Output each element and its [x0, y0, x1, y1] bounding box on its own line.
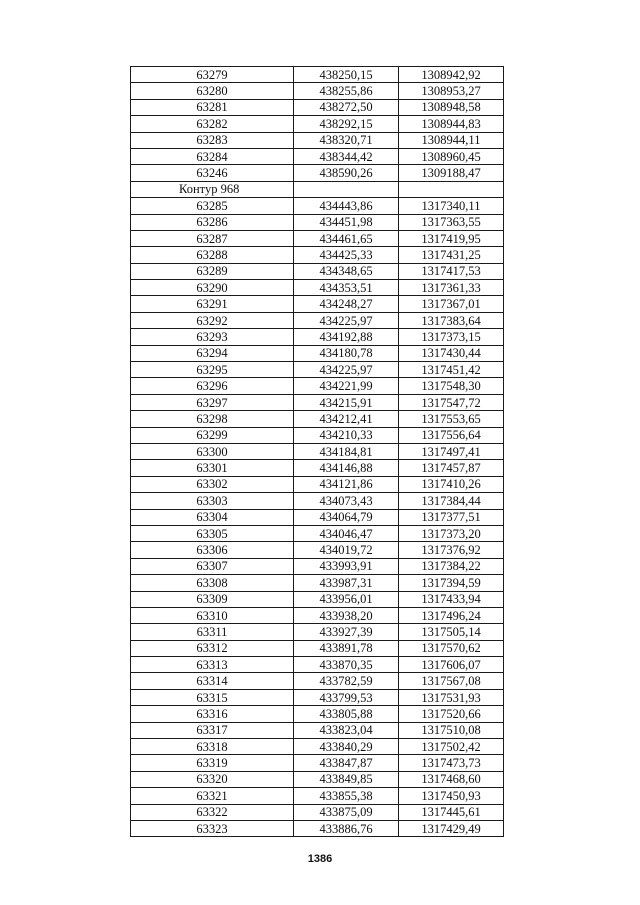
y-coordinate-cell: 1317384,44 [399, 493, 504, 509]
y-coordinate-cell: 1308953,27 [399, 83, 504, 99]
point-number-cell: 63318 [131, 739, 294, 755]
x-coordinate-cell: 433927,39 [294, 624, 399, 640]
table-row [131, 706, 504, 722]
y-coordinate-cell: 1308944,83 [399, 116, 504, 132]
table-row [131, 230, 504, 246]
y-coordinate-cell: 1308960,45 [399, 148, 504, 164]
point-number-cell: 63290 [131, 280, 294, 296]
table-row [131, 476, 504, 492]
x-coordinate-cell: 434146,88 [294, 460, 399, 476]
x-coordinate-cell: 434180,78 [294, 345, 399, 361]
x-coordinate-cell: 438320,71 [294, 132, 399, 148]
x-coordinate-cell: 434248,27 [294, 296, 399, 312]
x-coordinate-cell: 434215,91 [294, 394, 399, 410]
table-row [131, 67, 504, 83]
table-row [131, 575, 504, 591]
table-row [131, 820, 504, 836]
y-coordinate-cell: 1317556,64 [399, 427, 504, 443]
y-coordinate-cell: 1317394,59 [399, 575, 504, 591]
x-coordinate-cell: 434425,33 [294, 247, 399, 263]
point-number-cell: 63299 [131, 427, 294, 443]
y-coordinate-cell: 1317473,73 [399, 755, 504, 771]
point-number-cell: 63308 [131, 575, 294, 591]
y-coordinate-cell: 1317445,61 [399, 804, 504, 820]
x-coordinate-cell: 434353,51 [294, 280, 399, 296]
x-coordinate-cell: 438250,15 [294, 67, 399, 83]
point-number-cell: 63317 [131, 722, 294, 738]
point-number-cell: 63322 [131, 804, 294, 820]
point-number-cell: 63246 [131, 165, 294, 181]
point-number-cell: 63291 [131, 296, 294, 312]
table-row [131, 542, 504, 558]
y-coordinate-cell: 1317377,51 [399, 509, 504, 525]
x-coordinate-cell: 438292,15 [294, 116, 399, 132]
point-number-cell: 63283 [131, 132, 294, 148]
y-coordinate-cell: 1317502,42 [399, 739, 504, 755]
point-number-cell: 63311 [131, 624, 294, 640]
table-row [131, 493, 504, 509]
y-coordinate-cell: 1317429,49 [399, 820, 504, 836]
x-coordinate-cell: 433993,91 [294, 558, 399, 574]
y-coordinate-cell: 1317496,24 [399, 607, 504, 623]
table-row [131, 673, 504, 689]
table-row [131, 132, 504, 148]
x-coordinate-cell: 434184,81 [294, 443, 399, 459]
x-coordinate-cell: 434348,65 [294, 263, 399, 279]
table-row [131, 788, 504, 804]
y-coordinate-cell: 1317367,01 [399, 296, 504, 312]
table-row [131, 83, 504, 99]
x-coordinate-cell: 434064,79 [294, 509, 399, 525]
x-coordinate-cell: 433938,20 [294, 607, 399, 623]
point-number-cell: 63289 [131, 263, 294, 279]
y-coordinate-cell: 1317410,26 [399, 476, 504, 492]
table-row [131, 198, 504, 214]
table-row [131, 739, 504, 755]
empty-cell [294, 181, 399, 197]
x-coordinate-cell: 434046,47 [294, 525, 399, 541]
table-row [131, 362, 504, 378]
table-row [131, 165, 504, 181]
y-coordinate-cell: 1317384,22 [399, 558, 504, 574]
y-coordinate-cell: 1317376,92 [399, 542, 504, 558]
table-row [131, 722, 504, 738]
point-number-cell: 63310 [131, 607, 294, 623]
table-row [131, 443, 504, 459]
y-coordinate-cell: 1317450,93 [399, 788, 504, 804]
x-coordinate-cell: 434210,33 [294, 427, 399, 443]
point-number-cell: 63314 [131, 673, 294, 689]
table-row [131, 378, 504, 394]
empty-cell [399, 181, 504, 197]
x-coordinate-cell: 434212,41 [294, 411, 399, 427]
point-number-cell: 63285 [131, 198, 294, 214]
x-coordinate-cell: 434192,88 [294, 329, 399, 345]
x-coordinate-cell: 433823,04 [294, 722, 399, 738]
x-coordinate-cell: 434073,43 [294, 493, 399, 509]
point-number-cell: 63287 [131, 230, 294, 246]
table-row [131, 525, 504, 541]
point-number-cell: 63298 [131, 411, 294, 427]
point-number-cell: 63321 [131, 788, 294, 804]
table-row [131, 329, 504, 345]
table-row [131, 214, 504, 230]
table-row [131, 624, 504, 640]
point-number-cell: 63279 [131, 67, 294, 83]
x-coordinate-cell: 433849,85 [294, 771, 399, 787]
y-coordinate-cell: 1308944,11 [399, 132, 504, 148]
x-coordinate-cell: 438272,50 [294, 99, 399, 115]
point-number-cell: 63315 [131, 689, 294, 705]
y-coordinate-cell: 1317468,60 [399, 771, 504, 787]
point-number-cell: 63307 [131, 558, 294, 574]
y-coordinate-cell: 1317451,42 [399, 362, 504, 378]
x-coordinate-cell: 434443,86 [294, 198, 399, 214]
point-number-cell: 63323 [131, 820, 294, 836]
point-number-cell: 63296 [131, 378, 294, 394]
point-number-cell: 63295 [131, 362, 294, 378]
point-number-cell: 63320 [131, 771, 294, 787]
table-row [131, 296, 504, 312]
point-number-cell: 63293 [131, 329, 294, 345]
x-coordinate-cell: 433855,38 [294, 788, 399, 804]
y-coordinate-cell: 1317433,94 [399, 591, 504, 607]
x-coordinate-cell: 433956,01 [294, 591, 399, 607]
y-coordinate-cell: 1317548,30 [399, 378, 504, 394]
point-number-cell: 63286 [131, 214, 294, 230]
point-number-cell: 63319 [131, 755, 294, 771]
x-coordinate-cell: 433847,87 [294, 755, 399, 771]
x-coordinate-cell: 434121,86 [294, 476, 399, 492]
contour-label: Контур 968 [131, 181, 294, 197]
y-coordinate-cell: 1317383,64 [399, 312, 504, 328]
point-number-cell: 63288 [131, 247, 294, 263]
point-number-cell: 63312 [131, 640, 294, 656]
point-number-cell: 63301 [131, 460, 294, 476]
coordinates-table-body [131, 67, 504, 837]
y-coordinate-cell: 1317553,65 [399, 411, 504, 427]
point-number-cell: 63309 [131, 591, 294, 607]
x-coordinate-cell: 433805,88 [294, 706, 399, 722]
table-row [131, 345, 504, 361]
table-row [131, 771, 504, 787]
point-number-cell: 63284 [131, 148, 294, 164]
y-coordinate-cell: 1317419,95 [399, 230, 504, 246]
table-row [131, 591, 504, 607]
y-coordinate-cell: 1317570,62 [399, 640, 504, 656]
x-coordinate-cell: 433870,35 [294, 657, 399, 673]
x-coordinate-cell: 438590,26 [294, 165, 399, 181]
y-coordinate-cell: 1317363,55 [399, 214, 504, 230]
y-coordinate-cell: 1317431,25 [399, 247, 504, 263]
table-row [131, 460, 504, 476]
point-number-cell: 63292 [131, 312, 294, 328]
table-row [131, 755, 504, 771]
point-number-cell: 63305 [131, 525, 294, 541]
point-number-cell: 63306 [131, 542, 294, 558]
point-number-cell: 63300 [131, 443, 294, 459]
x-coordinate-cell: 433987,31 [294, 575, 399, 591]
table-row [131, 247, 504, 263]
y-coordinate-cell: 1317497,41 [399, 443, 504, 459]
x-coordinate-cell: 434451,98 [294, 214, 399, 230]
x-coordinate-cell: 433886,76 [294, 820, 399, 836]
y-coordinate-cell: 1309188,47 [399, 165, 504, 181]
table-row [131, 148, 504, 164]
point-number-cell: 63280 [131, 83, 294, 99]
point-number-cell: 63281 [131, 99, 294, 115]
point-number-cell: 63303 [131, 493, 294, 509]
y-coordinate-cell: 1317361,33 [399, 280, 504, 296]
point-number-cell: 63316 [131, 706, 294, 722]
y-coordinate-cell: 1317417,53 [399, 263, 504, 279]
table-row [131, 607, 504, 623]
y-coordinate-cell: 1317520,66 [399, 706, 504, 722]
point-number-cell: 63282 [131, 116, 294, 132]
x-coordinate-cell: 438255,86 [294, 83, 399, 99]
y-coordinate-cell: 1317531,93 [399, 689, 504, 705]
y-coordinate-cell: 1317340,11 [399, 198, 504, 214]
table-row [131, 312, 504, 328]
y-coordinate-cell: 1317373,15 [399, 329, 504, 345]
y-coordinate-cell: 1308942,92 [399, 67, 504, 83]
x-coordinate-cell: 433782,59 [294, 673, 399, 689]
x-coordinate-cell: 433840,29 [294, 739, 399, 755]
y-coordinate-cell: 1317430,44 [399, 345, 504, 361]
y-coordinate-cell: 1317505,14 [399, 624, 504, 640]
point-number-cell: 63294 [131, 345, 294, 361]
table-row [131, 427, 504, 443]
page-number: 1386 [307, 853, 333, 865]
table-row [131, 263, 504, 279]
table-row [131, 394, 504, 410]
table-row [131, 657, 504, 673]
y-coordinate-cell: 1317606,07 [399, 657, 504, 673]
point-number-cell: 63297 [131, 394, 294, 410]
table-row [131, 280, 504, 296]
contour-header-row [131, 181, 504, 197]
table-row [131, 558, 504, 574]
x-coordinate-cell: 433875,09 [294, 804, 399, 820]
point-number-cell: 63313 [131, 657, 294, 673]
y-coordinate-cell: 1317373,20 [399, 525, 504, 541]
x-coordinate-cell: 433891,78 [294, 640, 399, 656]
table-row [131, 509, 504, 525]
table-row [131, 99, 504, 115]
x-coordinate-cell: 433799,53 [294, 689, 399, 705]
y-coordinate-cell: 1317457,87 [399, 460, 504, 476]
table-row [131, 689, 504, 705]
x-coordinate-cell: 434461,65 [294, 230, 399, 246]
table-row [131, 804, 504, 820]
point-number-cell: 63302 [131, 476, 294, 492]
table-row [131, 640, 504, 656]
coordinates-table [130, 66, 504, 837]
point-number-cell: 63304 [131, 509, 294, 525]
table-row [131, 411, 504, 427]
x-coordinate-cell: 434225,97 [294, 312, 399, 328]
table-row [131, 116, 504, 132]
y-coordinate-cell: 1317547,72 [399, 394, 504, 410]
x-coordinate-cell: 434225,97 [294, 362, 399, 378]
x-coordinate-cell: 434221,99 [294, 378, 399, 394]
y-coordinate-cell: 1317567,08 [399, 673, 504, 689]
x-coordinate-cell: 434019,72 [294, 542, 399, 558]
y-coordinate-cell: 1308948,58 [399, 99, 504, 115]
x-coordinate-cell: 438344,42 [294, 148, 399, 164]
y-coordinate-cell: 1317510,08 [399, 722, 504, 738]
